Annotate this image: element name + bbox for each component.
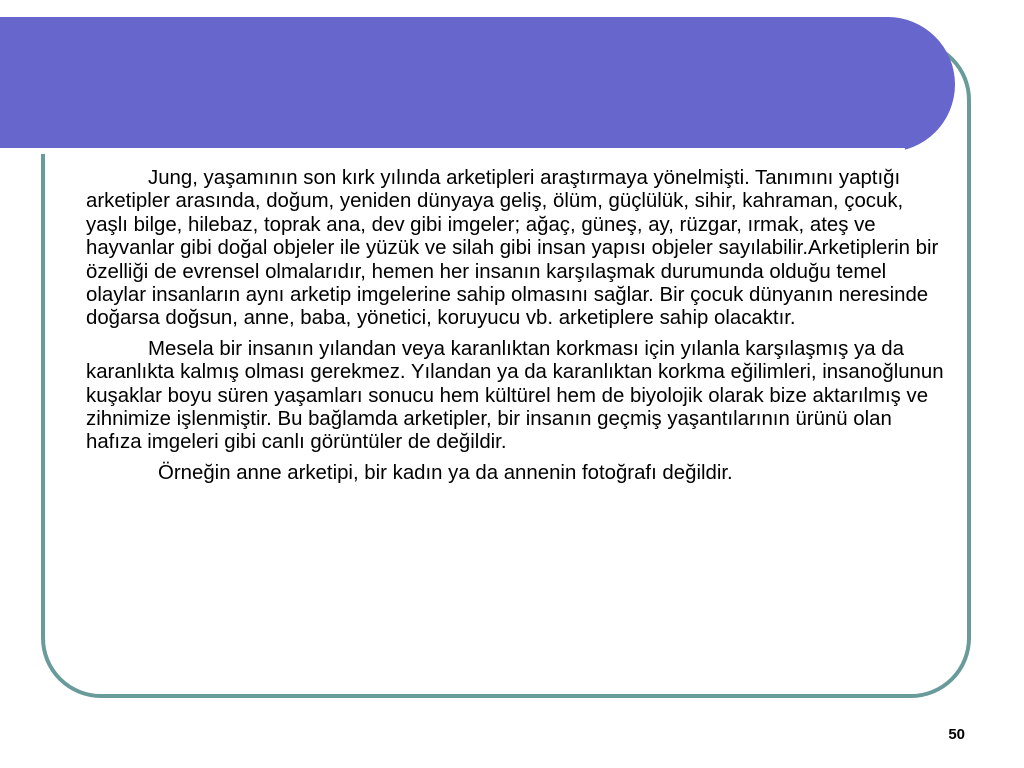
page-number: 50 [948,726,965,743]
slide-body [86,167,948,492]
header-divider-line [0,148,905,154]
header-band [0,17,955,152]
paragraph-3: Örneğin anne arketipi, bir kadın ya da annenin fotoğrafı değildir. [158,461,733,484]
paragraph-2: Mesela bir insanın yılandan veya karanlıktan korkması için yılanla karşılaşmış ya da karanlıkta kalmış olması gerekmez. Yılandan ya da karanlıktan korkma eğilimleri, insanoğlunun kuşaklar boyu süren yaşamları sonucu hem kültürel hem de biyolojik olarak bize aktarılmış ve zihnimize işlenmiştir. Bu bağlamda arketipler, bir insanın geçmiş yaşantılarının ürünü olan hafıza imgeleri gibi canlı görüntüler de değildir. [86,337,944,454]
paragraph-1: Jung, yaşamının son kırk yılında arketipleri araştırmaya yönelmişti. Tanımını yaptığı arketipler arasında, doğum, yeniden dünyaya geliş, ölüm, güçlülük, sihir, kahraman, çocuk, yaşlı bilge, hilebaz, toprak ana, dev gibi imgeler; ağaç, güneş, ay, rüzgar, ırmak, ateş ve hayvanlar gibi doğal objeler ile yüzük ve silah gibi insan yapısı objeler sayılabilir.Arketiplerin bir özelliği de evrensel olmalarıdır, hemen her insanın karşılaşmak durumunda olduğu temel olaylar insanların aynı arketip imgelerine sahip olmasını sağlar. Bir çocuk dünyanın neresinde doğarsa doğsun, anne, baba, yönetici, koruyucu vb. arketiplere sahip olacaktır. [86,167,939,330]
